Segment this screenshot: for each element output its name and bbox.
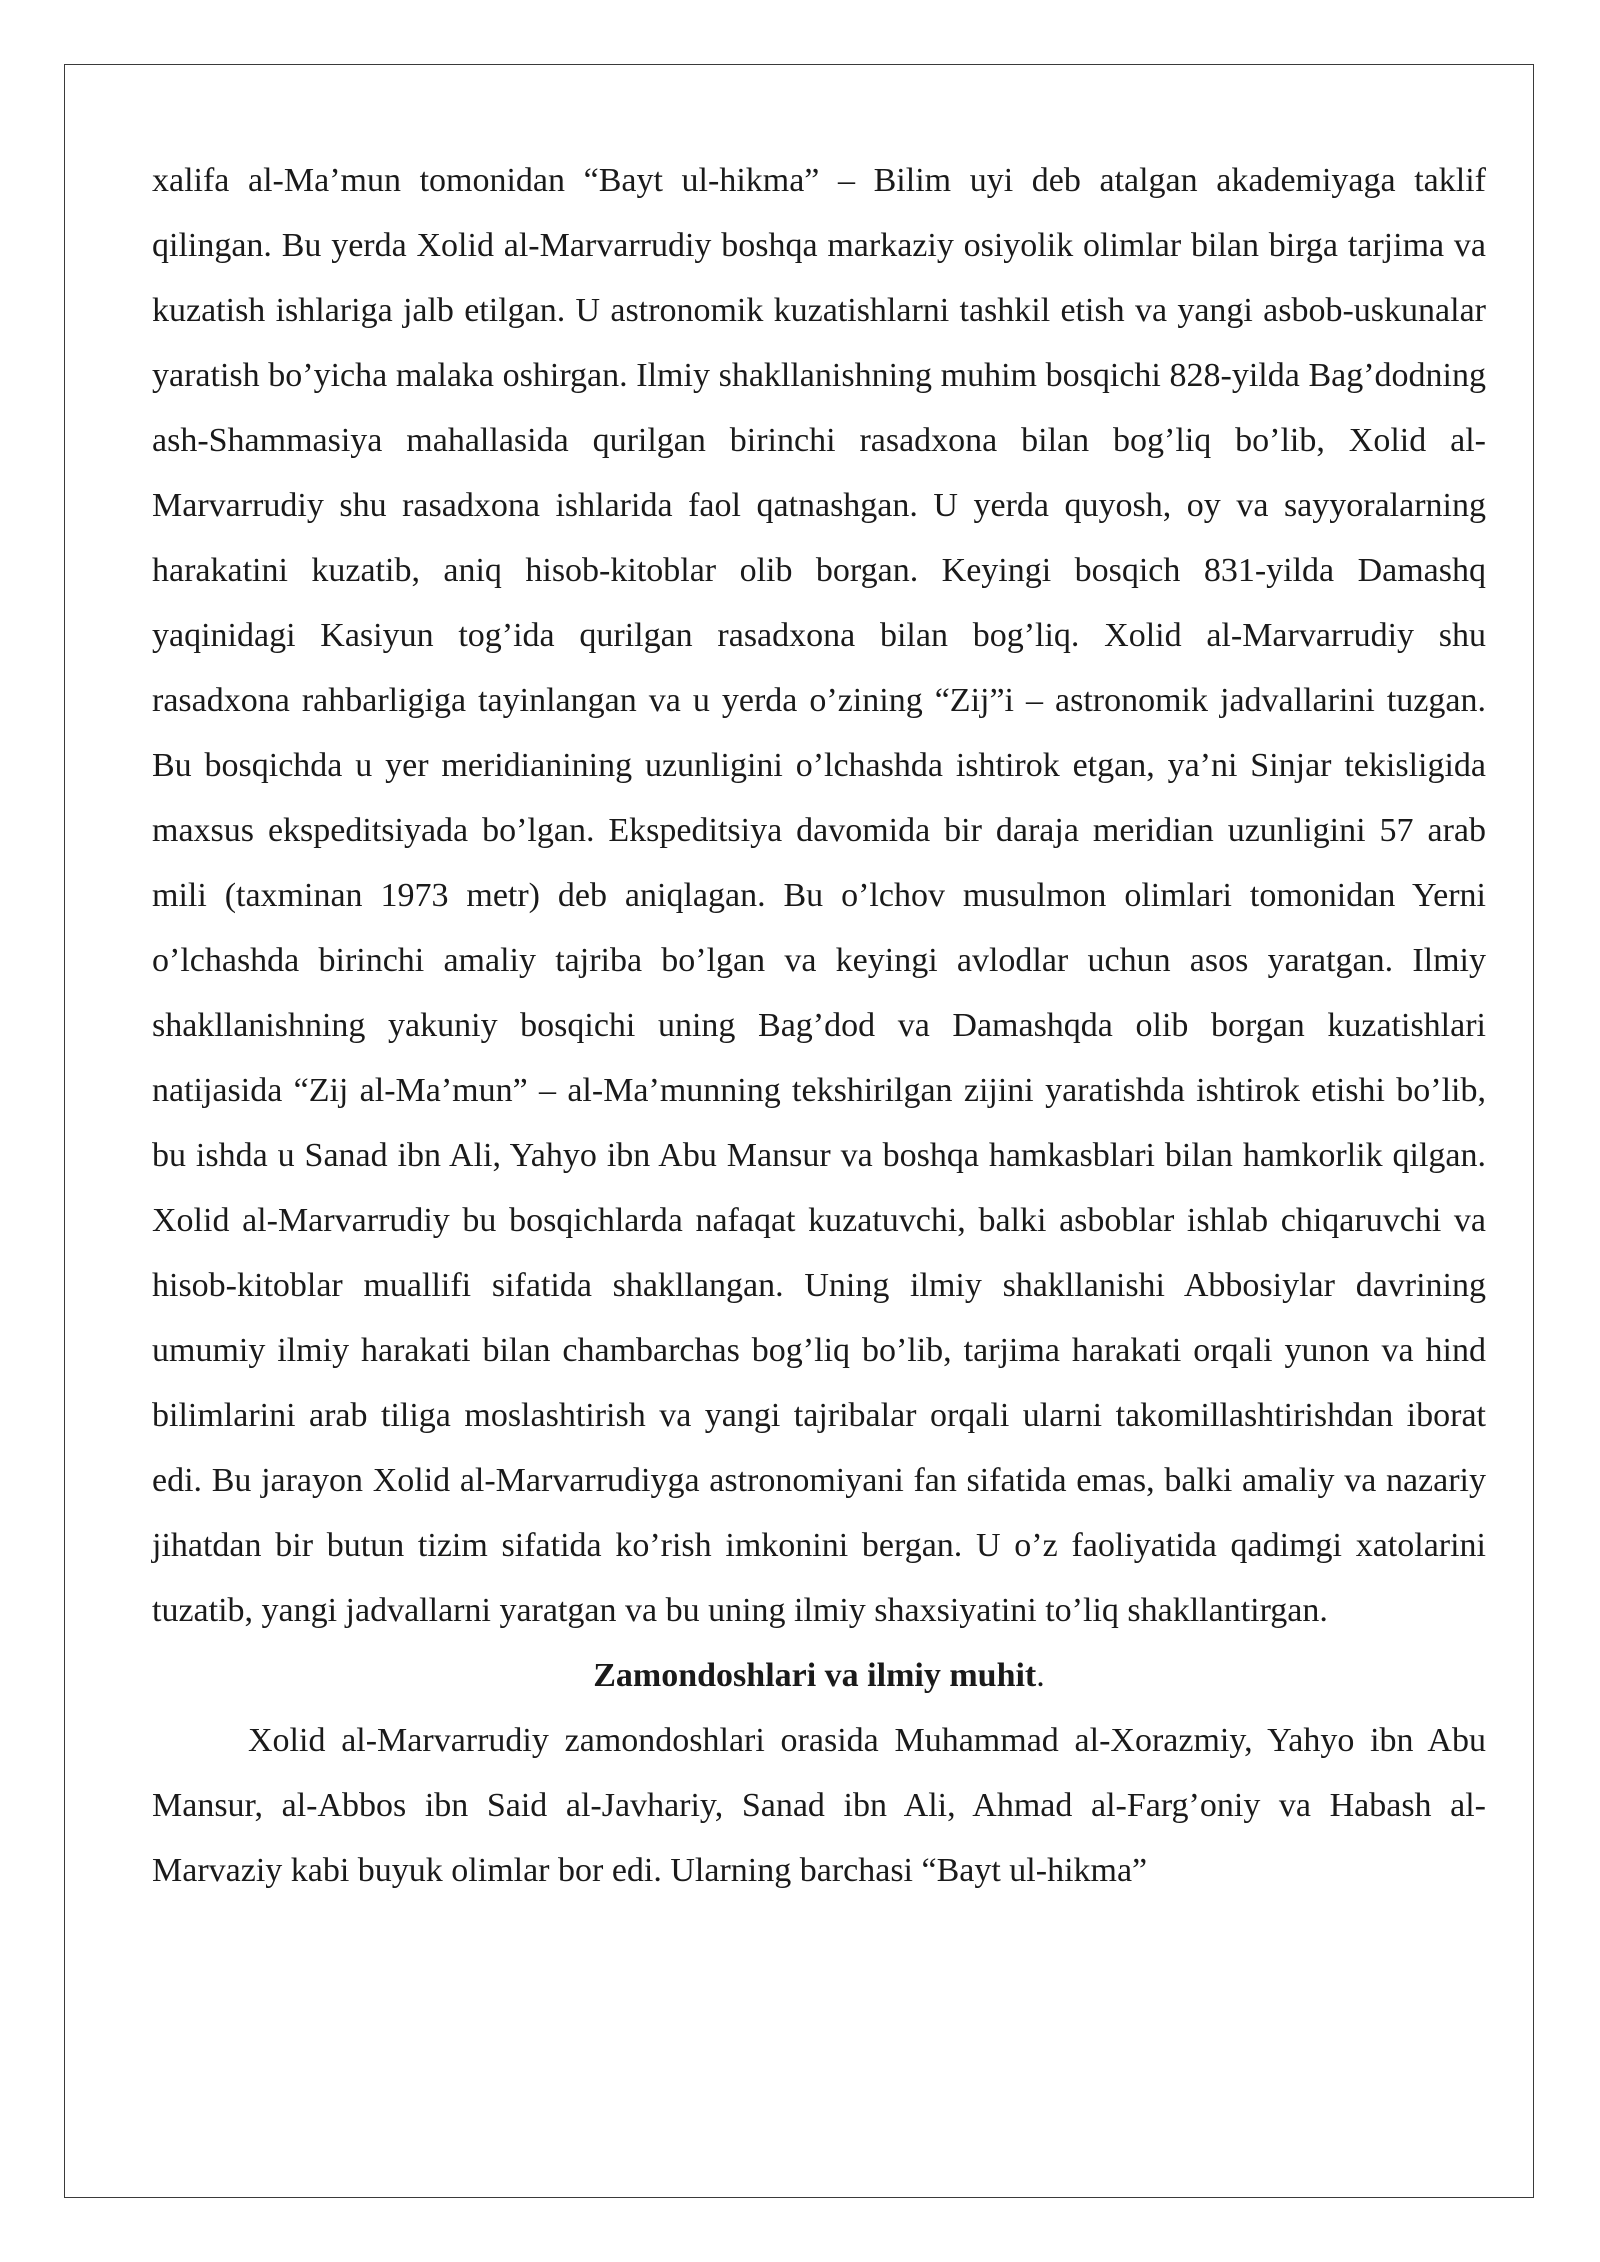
body-paragraph-2: Xolid al-Marvarrudiy zamondoshlari orasida Muhammad al-Xorazmiy, Yahyo ibn Abu Mansur, al-Abbos ibn Said al-Javhariy, Sanad ibn Ali, Ahmad al-Farg’oniy va Habash al-Marvaziy kabi buyuk olimlar bor edi. Ularning barchasi “Bayt ul-hikma” (152, 1722, 1486, 1889)
section-heading-punct: . (1036, 1657, 1045, 1694)
section-heading (152, 1643, 1486, 1708)
section-heading-text: Zamondoshlari va ilmiy muhit (593, 1657, 1037, 1694)
body-paragraph: xalifa al-Ma’mun tomonidan “Bayt ul-hikma” – Bilim uyi deb atalgan akademiyaga taklif qilingan. Bu yerda Xolid al-Marvarrudiy boshqa markaziy osiyolik olimlar bilan birga tarjima va kuzatish ishlariga jalb etilgan. U astronomik kuzatishlarni tashkil etish va yangi asbob-uskunalar yaratish bo’yicha malaka oshirgan. Ilmiy shakllanishning muhim bosqichi 828-yilda Bag’dodning ash-Shammasiya mahallasida qurilgan birinchi rasadxona bilan bog’liq bo’lib, Xolid al-Marvarrudiy shu rasadxona ishlarida faol qatnashgan. U yerda quyosh, oy va sayyoralarning harakatini kuzatib, aniq hisob-kitoblar olib borgan. Keyingi bosqich 831-yilda Damashq yaqinidagi Kasiyun tog’ida qurilgan rasadxona bilan bog’liq. Xolid al-Marvarrudiy shu rasadxona rahbarligiga tayinlangan va u yerda o’zining “Zij”i – astronomik jadvallarini tuzgan. Bu bosqichda u yer meridianining uzunligini o’lchashda ishtirok etgan, ya’ni Sinjar tekisligida maxsus ekspeditsiyada bo’lgan. Ekspeditsiya davomida bir daraja meridian uzunligini 57 arab mili (taxminan 1973 metr) deb aniqlagan. Bu o’lchov musulmon olimlari tomonidan Yerni o’lchashda birinchi amaliy tajriba bo’lgan va keyingi avlodlar uchun asos yaratgan. Ilmiy shakllanishning yakuniy bosqichi uning Bag’dod va Damashqda olib borgan kuzatishlari natijasida “Zij al-Ma’mun” – al-Ma’munning tekshirilgan zijini yaratishda ishtirok etishi bo’lib, bu ishda u Sanad ibn Ali, Yahyo ibn Abu Mansur va boshqa hamkasblari bilan hamkorlik qilgan. Xolid al-Marvarrudiy bu bosqichlarda nafaqat kuzatuvchi, balki asboblar ishlab chiqaruvchi va hisob-kitoblar muallifi sifatida shakllangan. Uning ilmiy shakllanishi Abbosiylar davrining umumiy ilmiy harakati bilan chambarchas bog’liq bo’lib, tarjima harakati orqali yunon va hind bilimlarini arab tiliga moslashtirish va yangi tajribalar orqali ularni takomillashtirishdan iborat edi. Bu jarayon Xolid al-Marvarrudiyga astronomiyani fan sifatida emas, balki amaliy va nazariy jihatdan bir butun tizim sifatida ko’rish imkonini bergan. U o’z faoliyatida qadimgi xatolarini tuzatib, yangi jadvallarni yaratgan va bu uning ilmiy shaxsiyatini to’liq shakllantirgan. (152, 162, 1486, 1629)
document-body (152, 148, 1486, 1903)
